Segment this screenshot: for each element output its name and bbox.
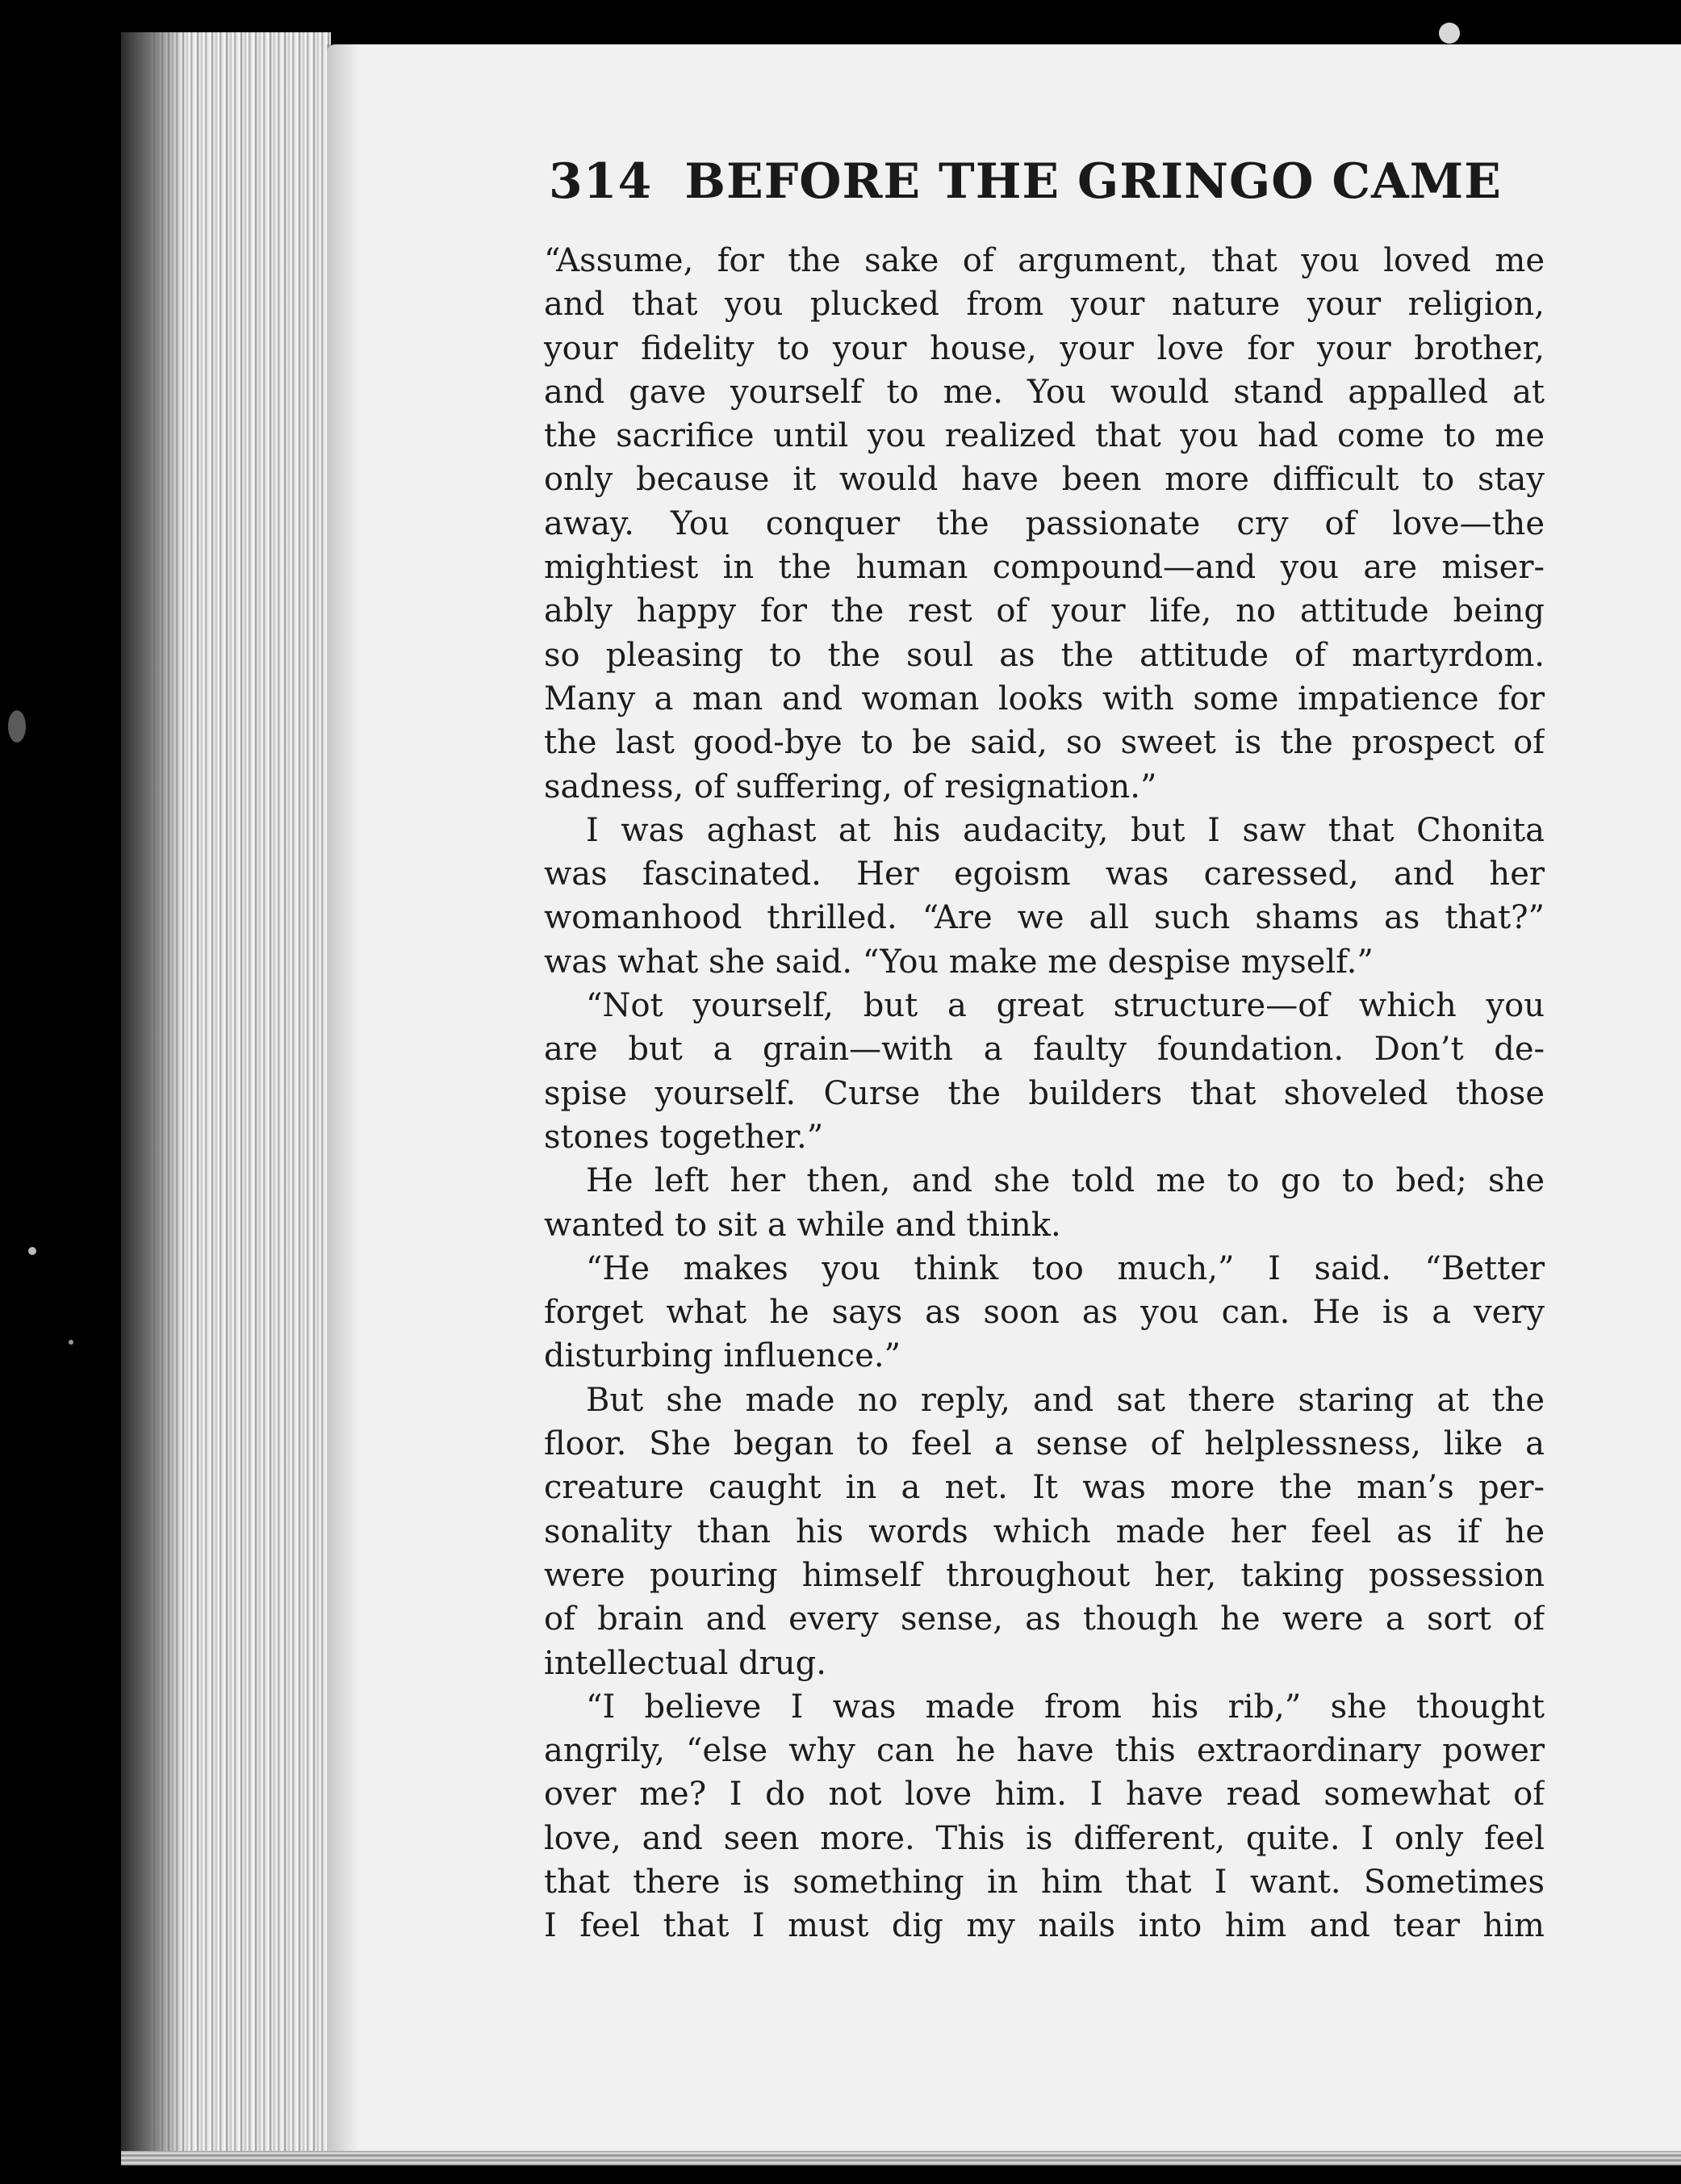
- text-line: sonality than his words which made her feel as if he: [544, 1512, 1545, 1550]
- scan-speck: [28, 1247, 36, 1255]
- text-line: away. You conquer the passionate cry of love—the: [544, 504, 1545, 542]
- text-line: He left her then, and she told me to go to bed; she: [586, 1162, 1545, 1200]
- text-line: love, and seen more. This is different, quite. I only feel: [544, 1819, 1545, 1857]
- running-title: BEFORE THE GRINGO CAME: [684, 153, 1502, 210]
- page-gutter-shadow: [327, 44, 359, 2151]
- text-line: “Assume, for the sake of argument, that you loved me: [544, 242, 1545, 279]
- text-line: creature caught in a net. It was more the man’s per-: [544, 1469, 1545, 1507]
- text-line: and that you plucked from your nature your religion,: [544, 286, 1545, 324]
- text-line: stones together.”: [544, 1118, 824, 1156]
- text-line: the last good-bye to be said, so sweet is the prospect of: [544, 724, 1545, 762]
- text-line: so pleasing to the soul as the attitude of martyrdom.: [544, 636, 1545, 674]
- book-edge-shadow: [121, 32, 186, 2155]
- text-line: were pouring himself throughout her, taking possession: [544, 1556, 1545, 1594]
- body-text: [544, 239, 1545, 1948]
- text-line: spise yourself. Curse the builders that shoveled those: [544, 1074, 1545, 1112]
- text-line: was fascinated. Her egoism was caressed, and her: [544, 856, 1545, 893]
- scan-speck: [1439, 23, 1460, 44]
- text-line: I feel that I must dig my nails into him and tear him: [544, 1907, 1545, 1945]
- text-line: disturbing influence.”: [544, 1337, 901, 1375]
- text-line: of brain and every sense, as though he were a sort of: [544, 1600, 1545, 1638]
- text-line: over me? I do not love him. I have read somewhat of: [544, 1776, 1545, 1814]
- book-bottom-edge: [121, 2151, 1681, 2165]
- text-line: that there is something in him that I want. Sometimes: [544, 1863, 1545, 1901]
- running-head: [549, 153, 1502, 218]
- text-line: I was aghast at his audacity, but I saw that Chonita: [586, 811, 1545, 849]
- text-line: “He makes you think too much,” I said. “Better: [586, 1249, 1545, 1287]
- text-line: But she made no reply, and sat there staring at the: [586, 1381, 1545, 1419]
- text-line: was what she said. “You make me despise myself.”: [544, 943, 1374, 981]
- page-number: 314: [549, 153, 653, 210]
- text-line: forget what he says as soon as you can. He is a very: [544, 1294, 1545, 1332]
- scan-speck: [69, 1340, 73, 1345]
- text-line: sadness, of suffering, of resignation.”: [544, 768, 1157, 805]
- text-line: and gave yourself to me. You would stand appalled at: [544, 373, 1545, 411]
- text-line: mightiest in the human compound—and you are miser-: [544, 549, 1545, 587]
- text-line: your fidelity to your house, your love for your brother,: [544, 329, 1545, 367]
- text-line: “Not yourself, but a great structure—of which you: [586, 987, 1545, 1025]
- text-line: are but a grain—with a faulty foundation. Don’t de-: [544, 1031, 1545, 1069]
- text-line: womanhood thrilled. “Are we all such shams as that?”: [544, 899, 1545, 937]
- text-line: “I believe I was made from his rib,” she thought: [586, 1688, 1545, 1726]
- text-line: only because it would have been more difficult to stay: [544, 461, 1545, 499]
- text-line: angrily, “else why can he have this extraordinary power: [544, 1732, 1545, 1770]
- text-line: ably happy for the rest of your life, no attitude being: [544, 592, 1545, 630]
- text-line: intellectual drug.: [544, 1644, 826, 1682]
- text-line: the sacrifice until you realized that you had come to me: [544, 417, 1545, 455]
- scan-speck: [8, 710, 26, 743]
- text-line: floor. She began to feel a sense of helplessness, like a: [544, 1425, 1545, 1463]
- text-line: wanted to sit a while and think.: [544, 1206, 1061, 1244]
- text-line: Many a man and woman looks with some impatience for: [544, 680, 1545, 718]
